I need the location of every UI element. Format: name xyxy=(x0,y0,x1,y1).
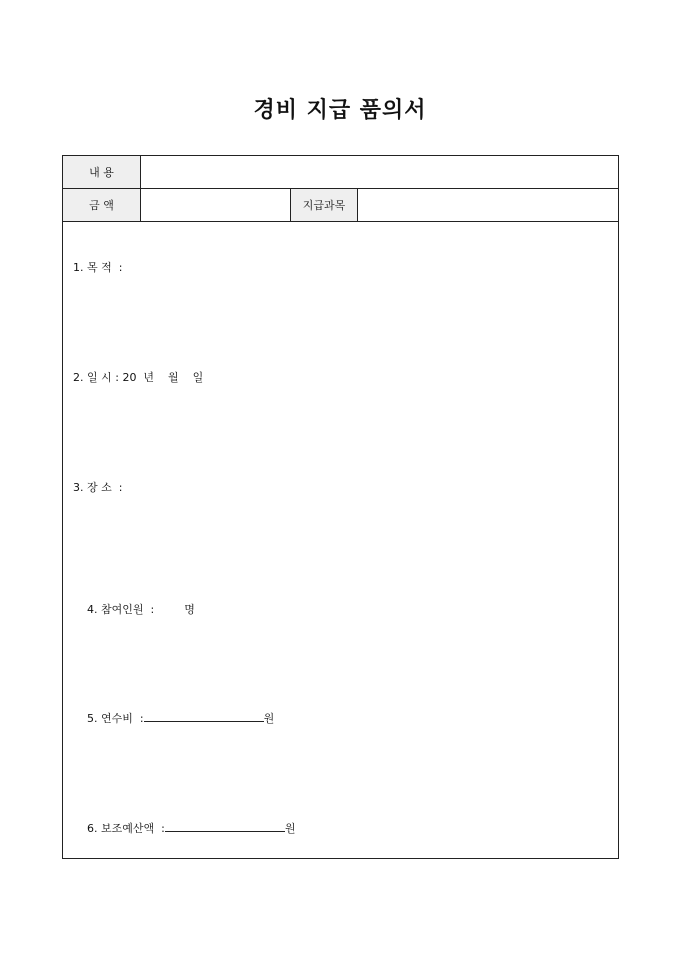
subsidy-unit: 원 xyxy=(284,822,296,835)
subsidy-label: 6. 보조예산액 : xyxy=(87,822,165,835)
content-row xyxy=(63,156,618,189)
amount-label: 금 액 xyxy=(63,189,141,221)
training-cost-label: 5. 연수비 : xyxy=(87,712,144,725)
document-title: 경비 지급 품의서 xyxy=(253,98,427,123)
account-label: 지급과목 xyxy=(291,189,358,221)
training-cost-blank[interactable] xyxy=(144,710,264,722)
training-cost-line xyxy=(73,697,274,739)
expense-form xyxy=(62,155,619,859)
date-line: 2. 일 시 : 20 년 월 일 xyxy=(73,371,204,384)
amount-field[interactable] xyxy=(141,189,291,221)
participants-line xyxy=(73,588,195,630)
participants-unit: 명 xyxy=(184,603,195,616)
account-field[interactable] xyxy=(358,189,618,221)
subsidy-blank[interactable] xyxy=(165,820,285,832)
training-cost-unit: 원 xyxy=(263,712,275,725)
purpose-line: 1. 목 적 : xyxy=(73,261,123,274)
amount-row xyxy=(63,189,618,222)
place-line: 3. 장 소 : xyxy=(73,481,123,494)
content-field[interactable] xyxy=(141,156,618,188)
content-label: 내 용 xyxy=(63,156,141,188)
participants-label: 4. 참여인원 : xyxy=(87,603,155,616)
subsidy-line xyxy=(73,807,295,849)
